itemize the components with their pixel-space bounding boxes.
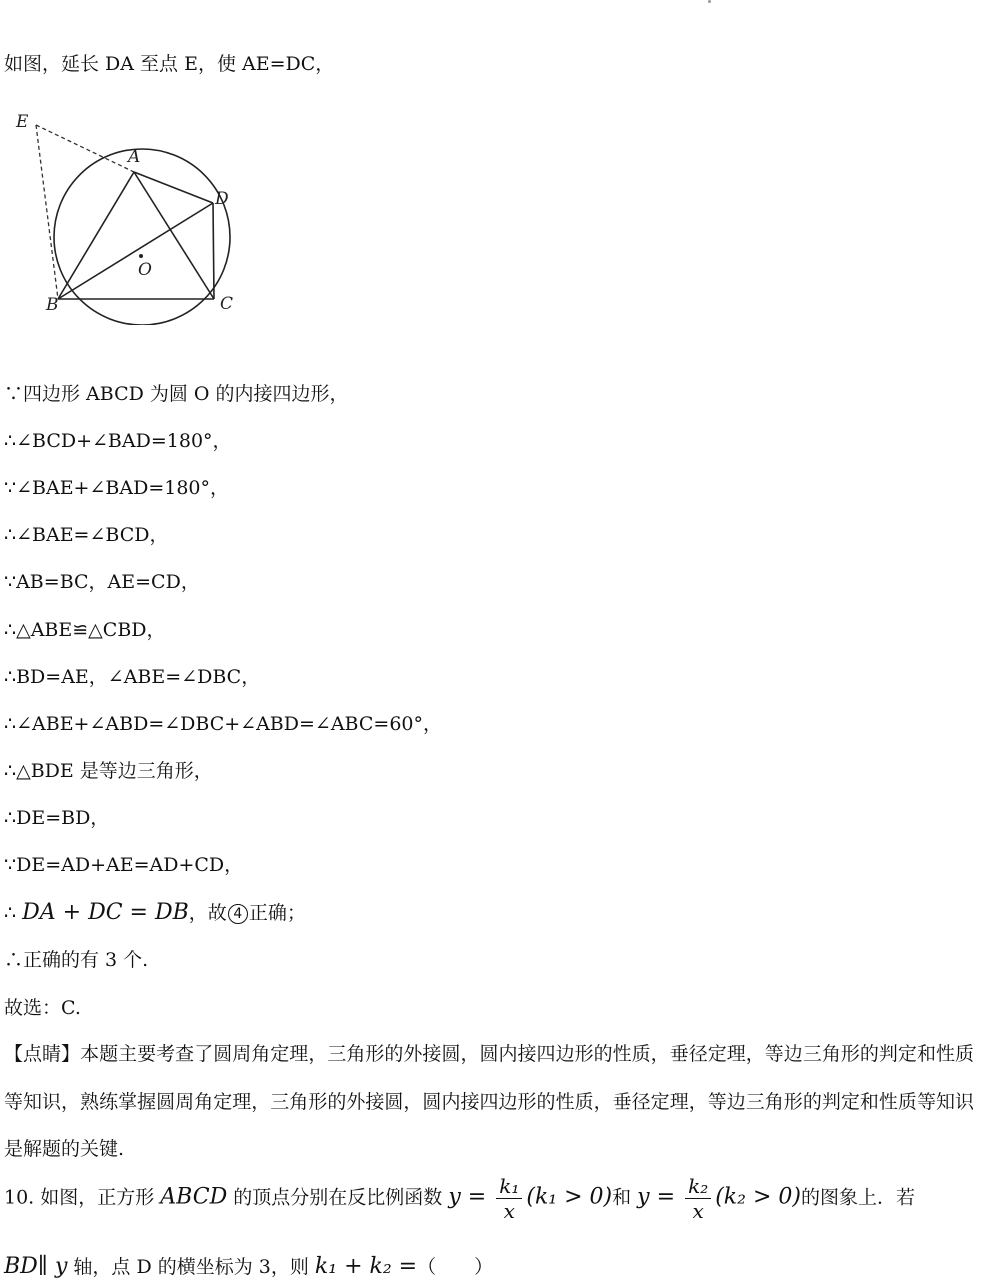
step-7: ∴BD=AE，∠ABE=∠DBC， [4,666,261,688]
line-eb [36,125,58,299]
step-12-prefix: ∴ [4,902,17,924]
answer-line: 故选：C. [4,997,81,1019]
speck [708,0,711,3]
q10-answer-blank: （ ） [417,1256,494,1278]
label-b: B [46,295,59,315]
q10-lead: 10. 如图，正方形 [4,1186,161,1209]
fraction-2-denominator: x [692,1199,704,1223]
step-11: ∵DE=AD+AE=AD+CD， [4,854,244,876]
q10-sum: k₁ + k₂ = [314,1254,418,1279]
line-ab [58,172,134,299]
q10-cond-2: (k₂ > 0) [715,1184,801,1210]
q10-tail: 的图象上．若 [800,1186,915,1209]
fraction-1-numerator: k₁ [496,1174,522,1199]
step-9: ∴△BDE 是等边三角形， [4,760,213,782]
label-o: O [138,260,152,280]
line-bd [58,203,213,299]
label-e: E [16,112,29,132]
step-3: ∵∠BAE+∠BAD=180°， [4,477,230,499]
fraction-2 [685,1174,711,1223]
step-6: ∴△ABE≌△CBD， [4,619,166,641]
step-1: ∵四边形 ABCD 为圆 O 的内接四边形， [4,383,349,405]
step-12-formula: DA + DC = DB [22,900,189,925]
step-10: ∴DE=BD， [4,807,110,829]
q10-y1: y = [448,1184,487,1210]
circled-number: 4 [228,904,248,924]
step-12-text1: ，故 [188,902,227,924]
line-ea [36,125,134,172]
step-4: ∴∠BAE=∠BCD， [4,524,169,546]
fraction-1-denominator: x [503,1199,515,1223]
label-c: C [220,294,234,314]
step-12-text2: 正确； [248,902,306,924]
step-2: ∴∠BCD+∠BAD=180°， [4,430,232,452]
q10-and: 和 [612,1186,632,1209]
fraction-1 [496,1174,522,1223]
line-dc [213,203,214,299]
q10-mid1: 的顶点分别在反比例函数 [227,1186,449,1209]
comment-paragraph: 【点睛】本题主要考查了圆周角定理，三角形的外接圆，圆内接四边形的性质，垂径定理，等边三角形的判定和性质等知识，熟练掌握圆周角定理，三角形的外接圆，圆内接四边形的性质，垂径定理，等边三角形的判定和性质等知识是解题的关键. [4,1043,974,1160]
q10-bd-parallel: BD∥ [4,1254,48,1279]
line-ad [134,172,213,203]
q10-cond-1: (k₁ > 0) [526,1184,613,1210]
step-5: ∵AB=BC，AE=CD， [4,571,200,593]
label-d: D [215,189,229,209]
geometry-figure [10,105,250,325]
q10-square: ABCD [160,1184,228,1210]
step-8: ∴∠ABE+∠ABD=∠DBC+∠ABD=∠ABC=60°， [4,713,443,735]
step-13: ∴正确的有 3 个. [4,949,149,971]
question-10-line-2 [4,1252,493,1279]
fraction-2-numerator: k₂ [685,1174,711,1199]
question-10-line-1 [4,1174,915,1223]
q10-line2-text: 轴，点 D 的横坐标为 3，则 [67,1256,315,1278]
q10-y2: y = [637,1184,676,1210]
label-a: A [128,147,141,167]
step-12 [4,900,306,926]
center-point [139,254,143,258]
q10-y-axis: y [47,1254,68,1279]
intro-line: 如图，延长 DA 至点 E，使 AE=DC， [4,53,335,75]
